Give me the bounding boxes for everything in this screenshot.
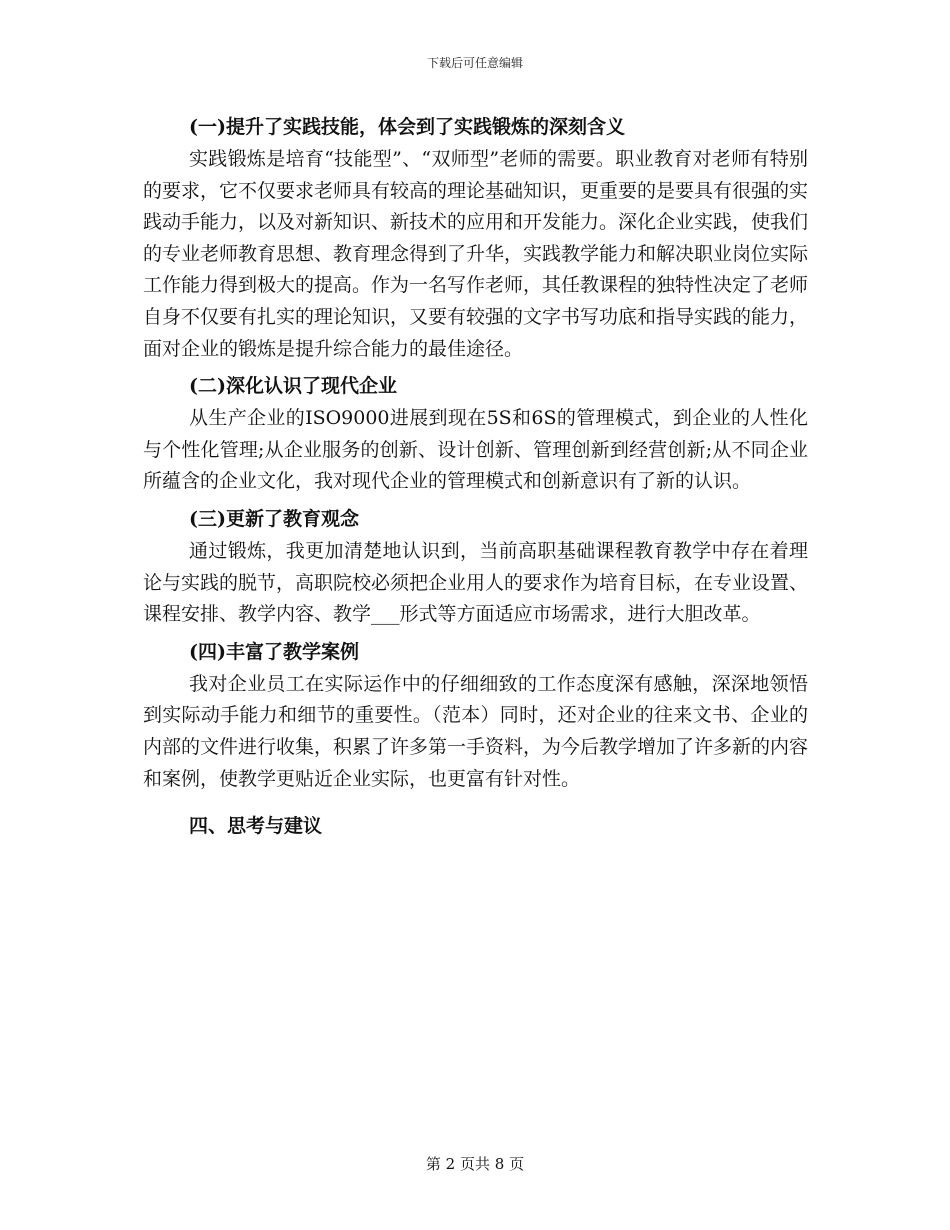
final-heading: 四、思考与建议 (189, 815, 323, 838)
section-heading-2: (二)深化认识了现代企业 (189, 375, 397, 398)
section-paragraph-2: 从生产企业的ISO9000进展到现在5S和6S的管理模式，到企业的人性化与个性化管理;从企业服务的创新、设计创新、管理创新到经营创新;从不同企业所蕴含的企业文化，我对现代企业的管理模式和创新意识有了新的认识。 (143, 407, 808, 493)
page-number: 第 2 页共 8 页 (425, 1155, 525, 1173)
page-header-note: 下载后可任意编辑 (426, 56, 523, 70)
section-paragraph-1: 实践锻炼是培育“技能型”、“双师型”老师的需要。职业教育对老师有特别的要求，它不仅要求老师具有较高的理论基础知识，更重要的是要具有很强的实践动手能力，以及对新知识、新技术的应用和开发能力。深化企业实践，使我们的专业老师教育思想、教育理念得到了升华，实践教学能力和解决职业岗位实际工作能力得到极大的提高。作为一名写作老师，其任教课程的独特性决定了老师自身不仅要有扎实的理论知识，又要有较强的文字书写功底和指导实践的能力，面对企业的锻炼是提升综合能力的最佳途径。 (143, 148, 809, 360)
document-body (143, 110, 808, 843)
section-paragraph-3: 通过锻炼，我更加清楚地认识到，当前高职基础课程教育教学中存在着理论与实践的脱节，高职院校必须把企业用人的要求作为培育目标，在专业设置、课程安排、教学内容、教学___形式等方面适应市场需求，进行大胆改革。 (143, 539, 809, 626)
section-heading-1: (一)提升了实践技能，体会到了实践锻炼的深刻含义 (189, 116, 625, 138)
section-paragraph-4: 我对企业员工在实际运作中的仔细细致的工作态度深有感触，深深地领悟到实际动手能力和细节的重要性。（范本）同时，还对企业的往来文书、企业的内部的文件进行收集，积累了许多第一手资料，为今后教学增加了许多新的内容和案例，使教学更贴近企业实际，也更富有针对性。 (143, 672, 809, 790)
section-heading-4: (四)丰富了教学案例 (189, 640, 359, 663)
section-heading-3: (三)更新了教育观念 (189, 507, 359, 530)
